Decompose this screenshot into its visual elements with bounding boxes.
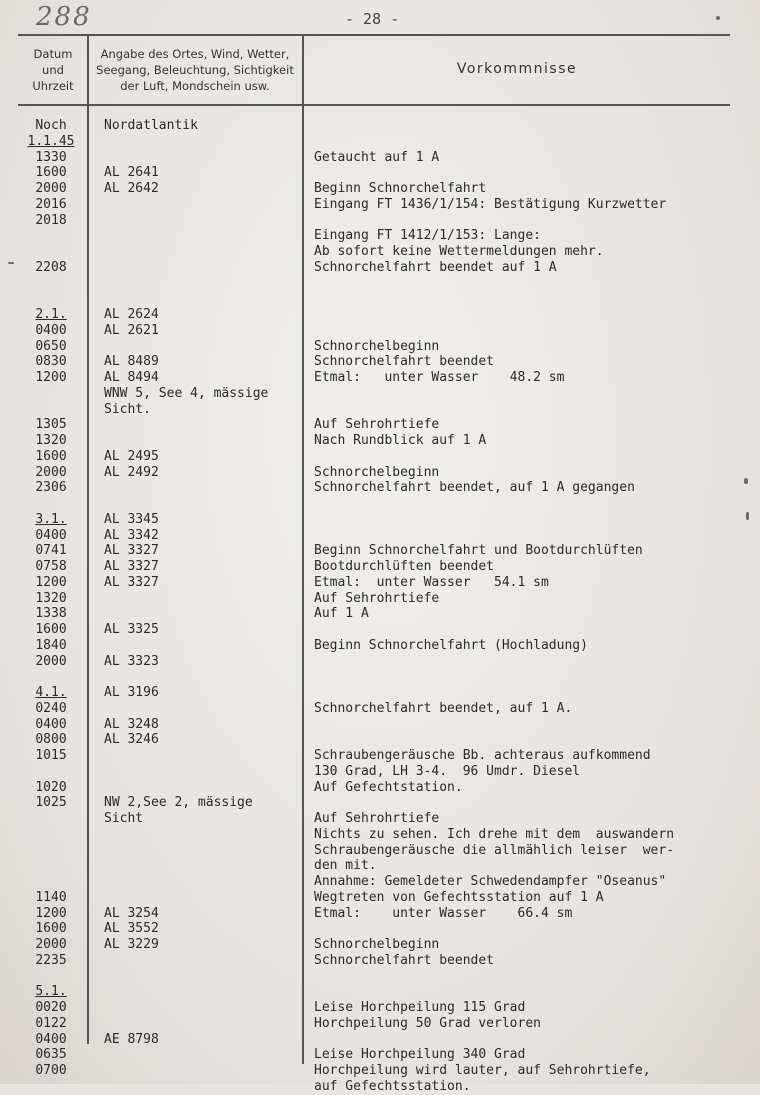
log-position: AL 3345 bbox=[104, 511, 159, 527]
log-row bbox=[0, 732, 760, 748]
log-date-time: 1320 bbox=[35, 590, 67, 606]
log-row bbox=[0, 937, 760, 953]
log-date-time: 1015 bbox=[35, 748, 67, 763]
log-row bbox=[0, 512, 760, 528]
log-position: AL 8489 bbox=[104, 354, 159, 370]
log-event: Schraubengeräusche Bb. achteraus aufkommend bbox=[314, 748, 651, 763]
log-event: Eingang FT 1436/1/154: Bestätigung Kurzwetter bbox=[314, 196, 667, 212]
log-date-time: 1200 bbox=[35, 905, 67, 921]
log-date-time: 0400 bbox=[35, 527, 67, 543]
log-row bbox=[0, 654, 760, 670]
log-row bbox=[0, 591, 760, 607]
log-row bbox=[0, 843, 760, 859]
log-event: Schnorchelbeginn bbox=[314, 937, 440, 952]
log-date-time: 1200 bbox=[35, 370, 67, 385]
log-event: Auf Sehrohrtiefe bbox=[314, 811, 440, 826]
log-date-time: 0240 bbox=[35, 700, 67, 716]
log-event: den mit. bbox=[314, 858, 377, 874]
log-row bbox=[0, 1016, 760, 1032]
log-row bbox=[0, 165, 760, 181]
log-position: Sicht. bbox=[104, 401, 151, 417]
log-position: Sicht bbox=[104, 811, 144, 826]
log-date-time: 2235 bbox=[35, 952, 67, 968]
log-row bbox=[0, 606, 760, 622]
log-row bbox=[0, 969, 760, 985]
log-position: AL 2624 bbox=[104, 307, 159, 322]
log-event: Annahme: Gemeldeter Schwedendampfer "Oseanus" bbox=[314, 874, 667, 889]
log-position: NW 2,See 2, mässige bbox=[104, 795, 253, 811]
log-row bbox=[0, 811, 760, 827]
log-date-time: 3.1. bbox=[35, 511, 67, 527]
log-date-time: 1330 bbox=[35, 149, 67, 165]
log-row bbox=[0, 669, 760, 685]
log-row bbox=[0, 213, 760, 229]
log-row bbox=[0, 449, 760, 465]
log-date-time: Noch bbox=[35, 118, 67, 133]
log-row bbox=[0, 307, 760, 323]
log-row bbox=[0, 354, 760, 370]
log-date-time: 1840 bbox=[35, 637, 67, 653]
log-event: Auf 1 A bbox=[314, 606, 369, 622]
header-col1-line: Datum bbox=[33, 47, 73, 61]
log-event: Wegtreten von Gefechtsstation auf 1 A bbox=[314, 889, 604, 905]
log-row bbox=[0, 638, 760, 654]
log-position: AL 2492 bbox=[104, 464, 159, 480]
log-event: Leise Horchpeilung 340 Grad bbox=[314, 1047, 526, 1063]
log-row bbox=[0, 197, 760, 213]
page-number: - 28 - bbox=[345, 10, 400, 28]
log-row bbox=[0, 370, 760, 386]
scan-mark bbox=[716, 16, 720, 20]
log-event: Schnorchelfahrt beendet, auf 1 A. bbox=[314, 700, 573, 716]
log-position: AL 2642 bbox=[104, 181, 159, 196]
log-event: Auf Sehrohrtiefe bbox=[314, 417, 440, 433]
log-row bbox=[0, 150, 760, 166]
log-date-time: 0400 bbox=[35, 322, 67, 338]
log-position: AL 3254 bbox=[104, 905, 159, 921]
log-position: AL 2621 bbox=[104, 322, 159, 338]
log-event: Nach Rundblick auf 1 A bbox=[314, 433, 487, 448]
header-col1-line: Uhrzeit bbox=[32, 79, 74, 93]
log-row bbox=[0, 480, 760, 496]
log-position: AL 3229 bbox=[104, 937, 159, 952]
log-row bbox=[0, 827, 760, 843]
log-event: Beginn Schnorchelfahrt und Bootdurchlüften bbox=[314, 543, 643, 559]
log-position: AL 8494 bbox=[104, 370, 159, 385]
log-row bbox=[0, 748, 760, 764]
log-date-time: 0800 bbox=[35, 732, 67, 748]
header-bottom-border bbox=[18, 104, 730, 106]
log-row bbox=[0, 858, 760, 874]
header-col2-line: Seegang, Beleuchtung, Sichtigkeit bbox=[96, 63, 294, 77]
log-date-time: 1305 bbox=[35, 417, 67, 433]
header-location-weather bbox=[89, 46, 301, 94]
log-row bbox=[0, 1000, 760, 1016]
log-position: AL 3327 bbox=[104, 574, 159, 590]
log-row bbox=[0, 386, 760, 402]
log-row bbox=[0, 465, 760, 481]
log-position: AL 3246 bbox=[104, 732, 159, 748]
scan-mark bbox=[744, 478, 748, 484]
log-row bbox=[0, 906, 760, 922]
log-row bbox=[0, 890, 760, 906]
header-col1-line: und bbox=[42, 63, 64, 77]
log-position: AL 2641 bbox=[104, 165, 159, 181]
scan-mark bbox=[8, 262, 14, 264]
log-date-time: 1600 bbox=[35, 165, 67, 181]
log-row bbox=[0, 1079, 760, 1095]
log-date-time: 2000 bbox=[35, 181, 67, 196]
log-event: Beginn Schnorchelfahrt bbox=[314, 181, 487, 196]
log-row bbox=[0, 953, 760, 969]
log-row bbox=[0, 575, 760, 591]
log-date-time: 2000 bbox=[35, 464, 67, 480]
log-date-time: 2018 bbox=[35, 212, 67, 228]
log-date-time: 1600 bbox=[35, 448, 67, 464]
header-col2-line: der Luft, Mondschein usw. bbox=[120, 79, 270, 93]
log-date-time: 0758 bbox=[35, 559, 67, 574]
log-position: AL 3248 bbox=[104, 716, 159, 732]
log-event: Schraubengeräusche die allmählich leiser wer- bbox=[314, 842, 675, 858]
log-event: Auf Gefechtstation. bbox=[314, 779, 463, 795]
log-row bbox=[0, 291, 760, 307]
header-events: Vorkommnisse bbox=[456, 61, 578, 77]
log-event: Schnorchelbeginn bbox=[314, 464, 440, 480]
log-row bbox=[0, 417, 760, 433]
log-date-time: 0650 bbox=[35, 338, 67, 354]
log-row bbox=[0, 764, 760, 780]
log-event: Schnorchelfahrt beendet bbox=[314, 952, 495, 968]
log-row bbox=[0, 1032, 760, 1048]
log-row bbox=[0, 181, 760, 197]
log-row bbox=[0, 622, 760, 638]
log-date-time: 1600 bbox=[35, 921, 67, 937]
log-event: Horchpeilung wird lauter, auf Sehrohrtiefe, bbox=[314, 1063, 651, 1078]
log-date-time: 2306 bbox=[35, 480, 67, 496]
log-row bbox=[0, 1047, 760, 1063]
log-date-time: 1600 bbox=[35, 622, 67, 637]
log-row bbox=[0, 559, 760, 575]
log-row bbox=[0, 433, 760, 449]
log-row bbox=[0, 339, 760, 355]
log-date-time: 0830 bbox=[35, 354, 67, 370]
log-position: AL 3196 bbox=[104, 685, 159, 700]
log-date-time: 1025 bbox=[35, 795, 67, 811]
log-position: Nordatlantik bbox=[104, 118, 198, 133]
log-row bbox=[0, 701, 760, 717]
log-row bbox=[0, 228, 760, 244]
log-position: AL 3342 bbox=[104, 527, 159, 543]
log-date-time: 0020 bbox=[35, 1000, 67, 1015]
log-row bbox=[0, 276, 760, 292]
log-row bbox=[0, 402, 760, 418]
log-date-time: 4.1. bbox=[35, 685, 67, 700]
log-event: Etmal: unter Wasser 66.4 sm bbox=[314, 905, 573, 921]
log-date-time: 2208 bbox=[35, 259, 67, 275]
log-date-time: 1020 bbox=[35, 779, 67, 795]
log-date-time: 0700 bbox=[35, 1063, 67, 1078]
log-position: AL 3327 bbox=[104, 543, 159, 559]
log-row bbox=[0, 685, 760, 701]
log-event: auf Gefechtsstation. bbox=[314, 1078, 471, 1094]
log-date-time: 0400 bbox=[35, 716, 67, 732]
log-event: Bootdurchlüften beendet bbox=[314, 559, 495, 574]
log-event: Ab sofort keine Wettermeldungen mehr. bbox=[314, 244, 604, 259]
log-row bbox=[0, 543, 760, 559]
log-position: AL 2495 bbox=[104, 448, 159, 464]
header-date-time bbox=[20, 46, 86, 94]
log-date-time: 5.1. bbox=[35, 984, 67, 1000]
log-event: Etmal: unter Wasser 54.1 sm bbox=[314, 574, 549, 590]
log-row bbox=[0, 984, 760, 1000]
log-date-time: 0122 bbox=[35, 1015, 67, 1031]
log-date-time: 1320 bbox=[35, 433, 67, 448]
log-date-time: 0635 bbox=[35, 1047, 67, 1063]
log-row bbox=[0, 717, 760, 733]
log-event: Nichts zu sehen. Ich drehe mit dem auswandern bbox=[314, 826, 675, 842]
log-row bbox=[0, 118, 760, 134]
log-event: Schnorchelfahrt beendet auf 1 A bbox=[314, 259, 557, 275]
log-date-time: 2000 bbox=[35, 937, 67, 952]
log-row bbox=[0, 244, 760, 260]
header-col2-line: Angabe des Ortes, Wind, Wetter, bbox=[100, 47, 290, 61]
log-event: Schnorchelbeginn bbox=[314, 338, 440, 354]
log-row bbox=[0, 921, 760, 937]
log-event: Eingang FT 1412/1/153: Lange: bbox=[314, 228, 541, 244]
log-row bbox=[0, 874, 760, 890]
log-date-time: 1.1.45 bbox=[27, 133, 75, 149]
log-row bbox=[0, 323, 760, 339]
log-position: AL 3552 bbox=[104, 921, 159, 937]
log-row bbox=[0, 496, 760, 512]
log-date-time: 2000 bbox=[35, 653, 67, 669]
handwritten-page-number: 288 bbox=[36, 2, 92, 32]
log-date-time: 1140 bbox=[35, 889, 67, 905]
log-event: Horchpeilung 50 Grad verloren bbox=[314, 1015, 541, 1031]
log-position: AE 8798 bbox=[104, 1031, 159, 1047]
log-row bbox=[0, 795, 760, 811]
log-event: Getaucht auf 1 A bbox=[314, 149, 440, 165]
log-row bbox=[0, 1063, 760, 1079]
log-position: AL 3327 bbox=[104, 559, 159, 574]
log-date-time: 1338 bbox=[35, 606, 67, 622]
log-position: AL 3323 bbox=[104, 653, 159, 669]
log-date-time: 2016 bbox=[35, 196, 67, 212]
log-row bbox=[0, 260, 760, 276]
log-date-time: 0400 bbox=[35, 1031, 67, 1047]
log-event: Schnorchelfahrt beendet bbox=[314, 354, 495, 370]
log-event: 130 Grad, LH 3-4. 96 Umdr. Diesel bbox=[314, 763, 581, 779]
log-event: Leise Horchpeilung 115 Grad bbox=[314, 1000, 526, 1015]
log-date-time: 1200 bbox=[35, 574, 67, 590]
log-date-time: 2.1. bbox=[35, 307, 67, 322]
log-row bbox=[0, 134, 760, 150]
log-position: WNW 5, See 4, mässige bbox=[104, 385, 269, 401]
log-event: Beginn Schnorchelfahrt (Hochladung) bbox=[314, 637, 588, 653]
log-event: Auf Sehrohrtiefe bbox=[314, 590, 440, 606]
log-event: Schnorchelfahrt beendet, auf 1 A gegangen bbox=[314, 480, 635, 496]
scan-mark bbox=[746, 512, 749, 520]
log-position: AL 3325 bbox=[104, 622, 159, 637]
table-top-border bbox=[18, 34, 730, 36]
log-row bbox=[0, 780, 760, 796]
log-event: Etmal: unter Wasser 48.2 sm bbox=[314, 370, 565, 385]
log-row bbox=[0, 528, 760, 544]
log-date-time: 0741 bbox=[35, 543, 67, 559]
